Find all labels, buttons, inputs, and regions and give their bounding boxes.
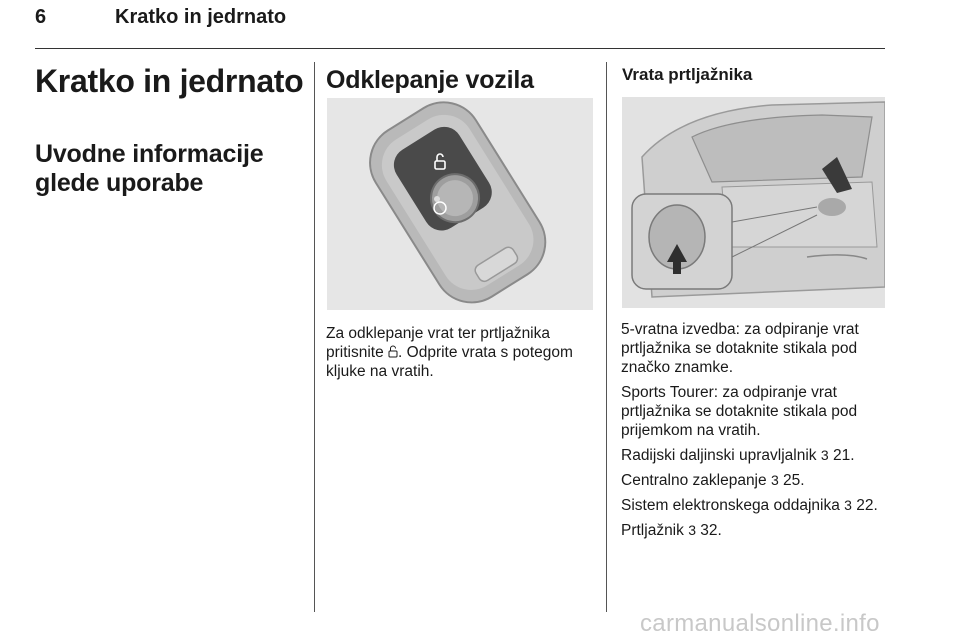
cross-reference[interactable]: Prtljažnik 3 32. xyxy=(621,522,722,539)
column-divider xyxy=(314,62,315,612)
subsection-heading: Uvodne informacije glede uporabe xyxy=(35,140,264,197)
unlock-icon xyxy=(388,345,398,358)
tailgate-paragraph-2: Sports Tourer: za odpiranje vrat prtljažnika se dotaknite stikala pod prijemkom na vratih. xyxy=(621,384,858,439)
watermark: carmanualsonline.info xyxy=(640,610,880,637)
reference-arrow-icon: 3 xyxy=(688,522,696,538)
unlocking-heading: Odklepanje vozila xyxy=(326,66,534,94)
tailgate-heading: Vrata prtljažnika xyxy=(622,65,753,84)
unlock-text-2: . Odprite vrata s potegom kljuke na vratih. xyxy=(326,344,573,380)
section-heading: Kratko in jedrnato xyxy=(35,63,304,99)
cross-reference[interactable]: Centralno zaklepanje 3 25. xyxy=(621,472,805,489)
reference-arrow-icon: 3 xyxy=(844,497,852,513)
cross-reference[interactable]: Sistem elektronskega oddajnika 3 22. xyxy=(621,497,878,514)
reference-arrow-icon: 3 xyxy=(820,447,829,463)
cross-reference[interactable]: Radijski daljinski upravljalnik 3 21. xyxy=(621,447,855,464)
tailgate-paragraph-1: 5-vratna izvedba: za odpiranje vrat prtljažnika se dotaknite stikala pod značko znamke. xyxy=(621,321,859,376)
column-divider xyxy=(606,62,607,612)
key-fob-illustration xyxy=(327,98,593,310)
unlock-text-1: Za odklepanje vrat ter prtljažnika pritisnite xyxy=(326,325,551,361)
tailgate-illustration xyxy=(622,97,885,308)
page-number: 6 xyxy=(35,6,47,28)
page-header xyxy=(35,6,885,46)
running-title: Kratko in jedrnato xyxy=(115,6,287,28)
header-rule xyxy=(35,48,885,49)
tailgate-text xyxy=(621,320,886,546)
reference-arrow-icon: 3 xyxy=(770,472,779,488)
unlock-instructions xyxy=(326,324,598,381)
